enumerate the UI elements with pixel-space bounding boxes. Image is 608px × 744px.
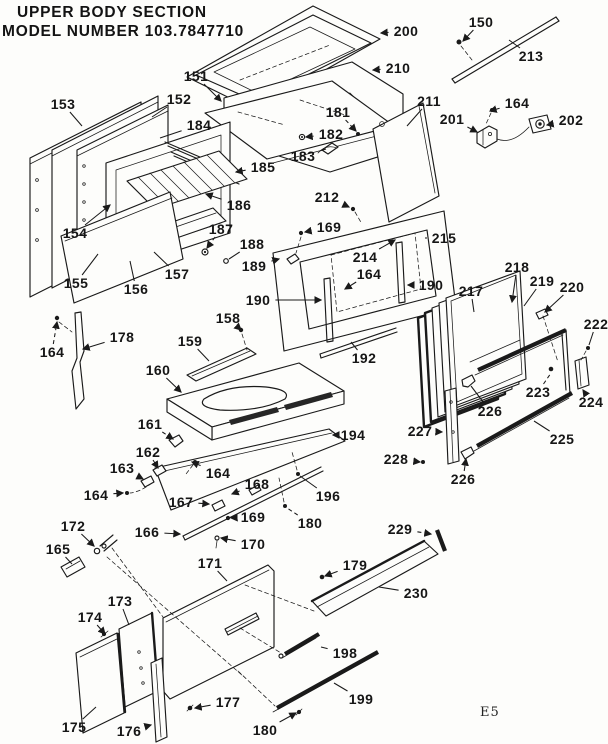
callout-220: 220 xyxy=(559,279,585,295)
leader-230 xyxy=(379,587,399,590)
leader-210 xyxy=(373,69,381,70)
part-224-end-plate xyxy=(575,357,589,389)
callout-226: 226 xyxy=(450,471,476,487)
callout-151: 151 xyxy=(183,68,209,84)
callout-155: 155 xyxy=(63,275,89,291)
callout-188: 188 xyxy=(239,236,265,252)
callout-181: 181 xyxy=(325,104,351,120)
callout-158: 158 xyxy=(215,310,241,326)
callout-214: 214 xyxy=(352,249,378,265)
screw-150 xyxy=(457,40,473,61)
leader-167 xyxy=(198,503,209,504)
callout-201: 201 xyxy=(439,111,465,127)
callout-180: 180 xyxy=(297,515,323,531)
leader-229 xyxy=(417,532,431,534)
callout-199: 199 xyxy=(348,691,374,707)
callout-161: 161 xyxy=(137,416,163,432)
screw-158 xyxy=(239,328,247,350)
leader-222 xyxy=(589,332,593,345)
screw-187 xyxy=(202,249,208,255)
callout-190: 190 xyxy=(245,292,271,308)
screw-179 xyxy=(320,575,325,580)
part-171-drawer-front xyxy=(163,565,274,699)
callout-227: 227 xyxy=(407,423,433,439)
screw-177 xyxy=(187,705,193,711)
callout-212: 212 xyxy=(314,189,340,205)
callout-172: 172 xyxy=(60,518,86,534)
callout-164: 164 xyxy=(356,266,382,282)
leader-178 xyxy=(83,342,105,349)
part-226-bracket-lower xyxy=(461,447,474,459)
screw-223 xyxy=(549,367,554,372)
callout-223: 223 xyxy=(525,384,551,400)
callout-178: 178 xyxy=(109,329,135,345)
callout-160: 160 xyxy=(145,362,171,378)
callout-150: 150 xyxy=(468,14,494,30)
screw-212 xyxy=(351,207,362,224)
callout-184: 184 xyxy=(186,117,212,133)
callout-164: 164 xyxy=(39,344,65,360)
callout-168: 168 xyxy=(244,476,270,492)
callout-215: 215 xyxy=(431,230,457,246)
callout-165: 165 xyxy=(45,541,71,557)
callout-164: 164 xyxy=(205,465,231,481)
model-number: MODEL NUMBER 103.7847710 xyxy=(2,23,245,40)
part-178-side-strip xyxy=(72,312,84,409)
part-167-clip xyxy=(212,500,225,511)
callout-229: 229 xyxy=(387,521,413,537)
callout-157: 157 xyxy=(164,266,190,282)
callout-164: 164 xyxy=(83,487,109,503)
part-165-tube xyxy=(61,557,85,577)
leader-159 xyxy=(198,349,209,361)
callout-174: 174 xyxy=(77,609,103,625)
leader-219 xyxy=(524,289,536,306)
leader-173 xyxy=(123,609,129,625)
leader-200 xyxy=(381,32,389,33)
page-title: UPPER BODY SECTION xyxy=(17,4,207,21)
leader-163 xyxy=(137,476,143,479)
leader-226 xyxy=(464,459,466,471)
callout-179: 179 xyxy=(342,557,368,573)
callout-180: 180 xyxy=(252,722,278,738)
callout-202: 202 xyxy=(558,112,584,128)
callout-183: 183 xyxy=(290,148,316,164)
leader-177 xyxy=(195,705,211,708)
leader-164 xyxy=(113,493,123,494)
part-172-gas-fitting xyxy=(94,535,117,554)
callout-189: 189 xyxy=(241,258,267,274)
callout-217: 217 xyxy=(458,283,484,299)
callout-190: 190 xyxy=(418,277,444,293)
callout-169: 169 xyxy=(240,509,266,525)
leader-225 xyxy=(534,421,550,431)
leader-198 xyxy=(321,647,328,649)
screw-188 xyxy=(224,259,229,264)
leader-172 xyxy=(81,534,94,546)
callout-187: 187 xyxy=(208,221,234,237)
screw-180-lower xyxy=(296,709,302,715)
part-202-knob xyxy=(497,115,551,141)
part-230-lower-trim-panel xyxy=(312,541,438,616)
leader-223 xyxy=(544,373,552,384)
leader-201 xyxy=(467,127,477,132)
callout-186: 186 xyxy=(226,197,252,213)
leader-153 xyxy=(70,112,82,126)
part-229-pin xyxy=(437,530,445,551)
screw-164-lower-left xyxy=(125,491,129,495)
callout-219: 219 xyxy=(529,273,555,289)
callout-167: 167 xyxy=(168,494,194,510)
callout-153: 153 xyxy=(50,96,76,112)
callout-228: 228 xyxy=(383,451,409,467)
callout-154: 154 xyxy=(62,225,88,241)
callout-171: 171 xyxy=(197,555,223,571)
leader-176 xyxy=(146,725,151,726)
leader-180 xyxy=(287,508,298,515)
callout-173: 173 xyxy=(107,593,133,609)
leader-188 xyxy=(229,252,240,259)
callout-166: 166 xyxy=(134,524,160,540)
leader-220 xyxy=(545,295,563,312)
screw-228 xyxy=(421,460,425,464)
leader-171 xyxy=(218,571,227,581)
callout-192: 192 xyxy=(351,350,377,366)
leader-169 xyxy=(305,231,312,232)
leader-166 xyxy=(164,533,180,534)
callout-230: 230 xyxy=(403,585,429,601)
callout-164: 164 xyxy=(504,95,530,111)
screw-169-lower xyxy=(226,516,230,520)
callout-176: 176 xyxy=(116,723,142,739)
callout-152: 152 xyxy=(166,91,192,107)
leader-160 xyxy=(166,378,181,392)
part-173-small-panel xyxy=(119,613,158,707)
leader-168 xyxy=(232,491,240,494)
callout-182: 182 xyxy=(318,126,344,142)
callout-175: 175 xyxy=(61,719,87,735)
leader-212 xyxy=(344,205,349,207)
leader-164 xyxy=(53,322,57,344)
callout-177: 177 xyxy=(215,694,241,710)
screw-181 xyxy=(356,132,360,136)
part-198-short-rail xyxy=(279,634,319,658)
callout-224: 224 xyxy=(578,394,604,410)
part-159-top-bracket xyxy=(187,348,256,381)
callout-162: 162 xyxy=(135,444,161,460)
callout-213: 213 xyxy=(518,48,544,64)
leader-162 xyxy=(153,460,158,468)
callout-163: 163 xyxy=(109,460,135,476)
part-227-side-channel xyxy=(445,388,459,464)
callout-200: 200 xyxy=(393,23,419,39)
screw-164-left xyxy=(55,316,72,332)
callout-225: 225 xyxy=(549,431,575,447)
guide-dash-5 xyxy=(238,671,275,706)
callout-210: 210 xyxy=(385,60,411,76)
screw-170 xyxy=(215,536,219,548)
callout-211: 211 xyxy=(417,93,441,109)
page-code: E5 xyxy=(480,705,500,720)
leader-179 xyxy=(325,571,338,576)
callout-218: 218 xyxy=(504,259,530,275)
leader-174 xyxy=(97,625,105,634)
leader-199 xyxy=(334,683,348,691)
leader-170 xyxy=(221,538,236,541)
part-201-bracket xyxy=(477,126,497,148)
leader-161 xyxy=(162,432,173,439)
callout-196: 196 xyxy=(315,488,341,504)
leader-150 xyxy=(463,30,473,41)
callout-156: 156 xyxy=(123,281,149,297)
callout-222: 222 xyxy=(583,316,608,332)
part-161-bracket xyxy=(169,435,183,447)
leader-180 xyxy=(280,713,296,722)
callout-170: 170 xyxy=(240,536,266,552)
callout-159: 159 xyxy=(177,333,203,349)
callout-185: 185 xyxy=(250,159,276,175)
callout-194: 194 xyxy=(340,427,366,443)
callout-198: 198 xyxy=(332,645,358,661)
callout-226: 226 xyxy=(477,403,503,419)
leader-228 xyxy=(413,461,420,462)
callout-169: 169 xyxy=(316,219,342,235)
